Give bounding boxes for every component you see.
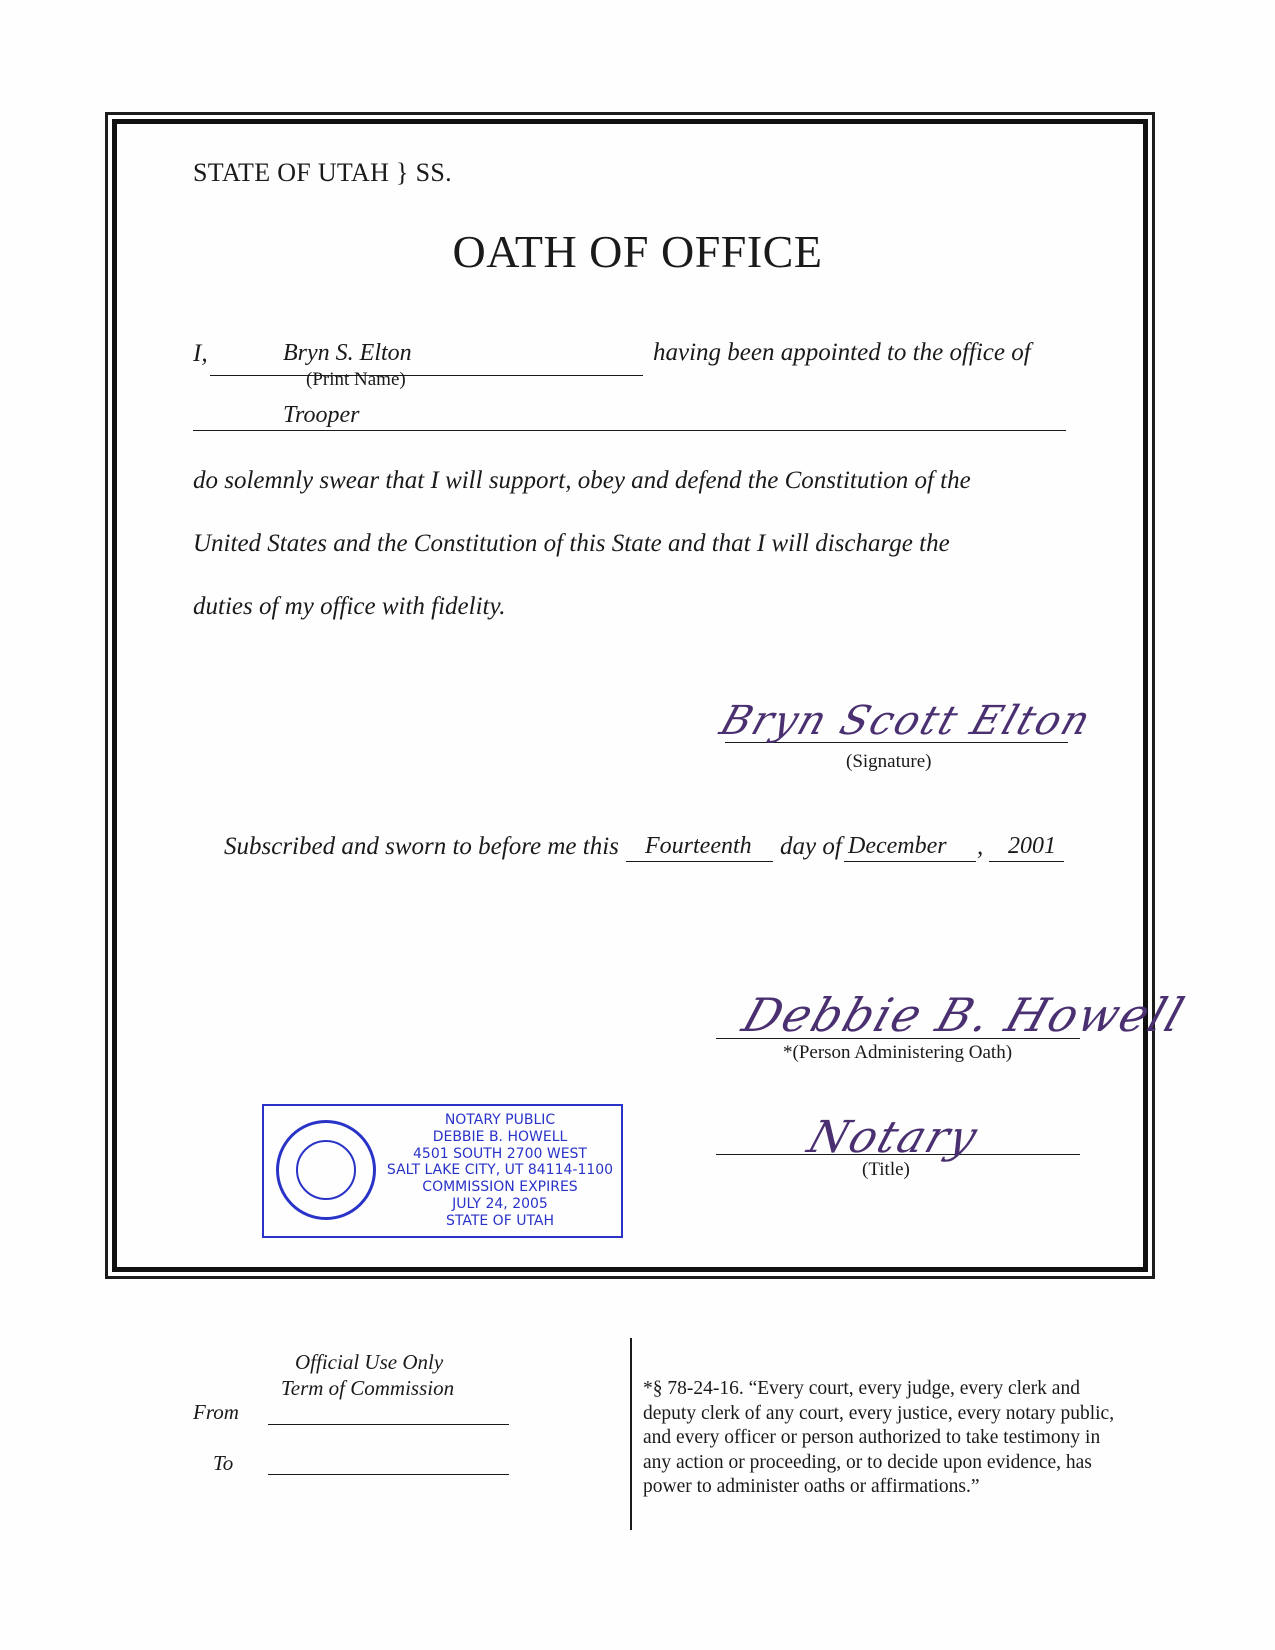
document-title: OATH OF OFFICE (452, 226, 823, 277)
sworn-prefix: Subscribed and sworn to before me this (224, 833, 619, 860)
month-value: December (848, 833, 947, 859)
inner-border (112, 119, 1148, 1272)
administrator-caption: *(Person Administering Oath) (783, 1042, 1013, 1063)
administrator-signature: Debbie B. Howell (736, 988, 1193, 1042)
oath-line-3: duties of my office with fidelity. (193, 593, 506, 620)
handwritten-signature: Bryn Scott Elton (714, 698, 1098, 744)
title-handwritten: Notary (801, 1112, 986, 1163)
print-name-caption: (Print Name) (306, 369, 406, 390)
appointed-text: having been appointed to the office of (653, 339, 1031, 366)
footer-divider (630, 1338, 632, 1530)
state-seal-icon (276, 1120, 376, 1220)
title-caption: (Title) (862, 1159, 910, 1180)
print-name-value: Bryn S. Elton (283, 340, 412, 366)
year-value: 2001 (1008, 833, 1056, 859)
state-heading: STATE OF UTAH } SS. (193, 158, 452, 187)
prefix-i: I, (193, 340, 208, 367)
official-use-heading: Official Use Only (295, 1350, 444, 1374)
print-name-line (210, 342, 643, 376)
notary-stamp (262, 1104, 623, 1238)
from-label: From (193, 1400, 239, 1424)
oath-line-2: United States and the Constitution of this State and that I will discharge the (193, 530, 950, 557)
oath-line-1: do solemnly swear that I will support, obey and defend the Constitution of the (193, 467, 971, 494)
to-label: To (213, 1451, 234, 1475)
day-value: Fourteenth (645, 833, 752, 859)
from-field[interactable] (268, 1398, 509, 1425)
notary-stamp-text: NOTARY PUBLIC DEBBIE B. HOWELL 4501 SOUTH 2700 WEST SALT LAKE CITY, UT 84114-1100 COMMISSION EXPIRES JULY 24, 2005 STATE OF UTAH (386, 1112, 614, 1229)
signature-caption: (Signature) (846, 751, 932, 772)
day-of-text: day of (780, 833, 842, 860)
office-value: Trooper (283, 402, 360, 428)
statute-text: *§ 78-24-16. “Every court, every judge, every clerk and deputy clerk of any court, every justice, every notary public, and every officer or person authorized to take testimony in any action or proceeding, or to decide upon evidence, has power to administer oaths or affirmations.” (643, 1378, 1115, 1497)
term-of-commission-heading: Term of Commission (281, 1376, 455, 1400)
comma: , (977, 833, 984, 860)
to-field[interactable] (268, 1448, 509, 1475)
